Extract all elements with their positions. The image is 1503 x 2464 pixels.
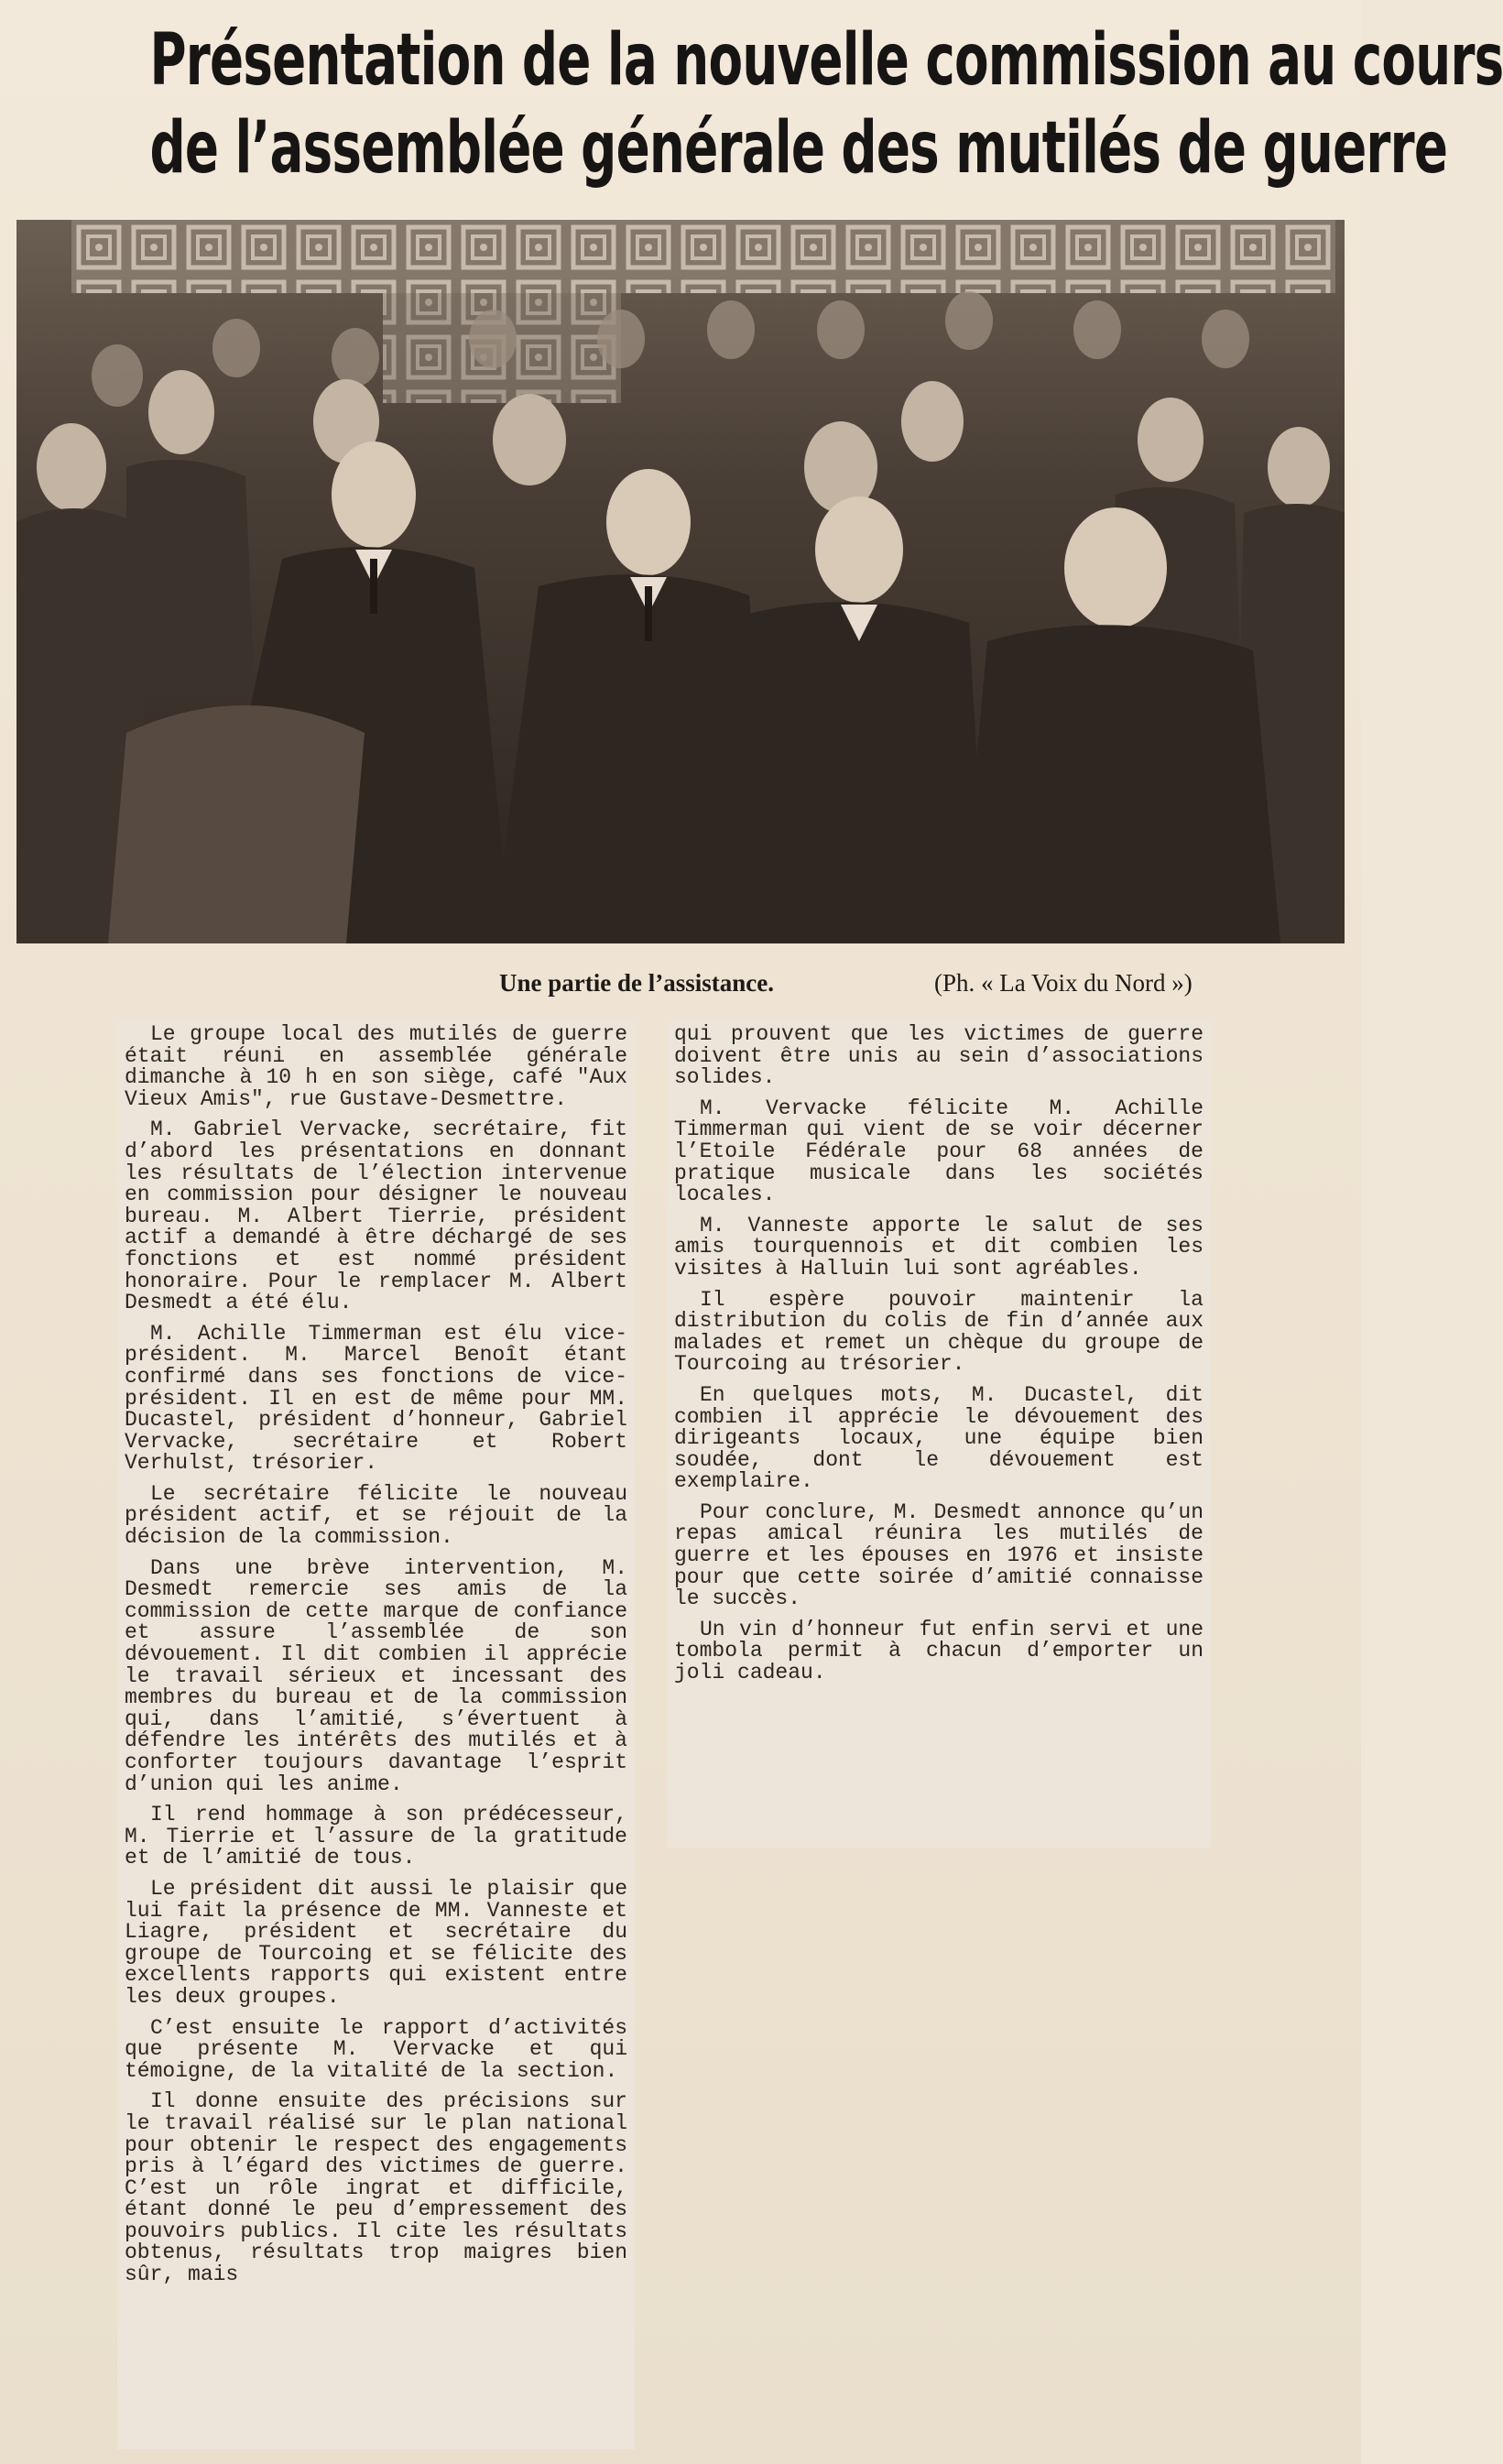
paragraph: C’est ensuite le rapport d’activités que présente M. Vervacke et qui témoigne, de la vitalité de la section. [125, 2015, 627, 2083]
paragraph: Dans une brève intervention, M. Desmedt remercie ses amis de la commission de cette marque de confiance et assure l’assemblée de son dévouement. Il dit combien il apprécie le travail sérieux et incessant des membres du bureau et de la commission qui, dans l’amitié, s’évertuent à défendre les intérêts des mutilés et à conforter toujours davantage l’esprit d’union qui les anime. [125, 1555, 627, 1796]
paragraph: En quelques mots, M. Ducastel, dit combien il apprécie le dévouement des dirigeants locaux, une équipe bien soudée, dont le dévouement est exemplaire. [674, 1382, 1203, 1494]
article-column-left [117, 1019, 635, 2449]
paragraph: Le groupe local des mutilés de guerre était réuni en assemblée générale dimanche à 10 h en son siège, café "Aux Vieux Amis", rue Gustave-Desmettre. [125, 1022, 627, 1111]
paragraph: Il rend hommage à son prédécesseur, M. Tierrie et l’assure de la gratitude et de l’amitié de tous. [125, 1803, 627, 1870]
photo-assemblee [16, 220, 1345, 943]
paragraph: M. Vanneste apporte le salut de ses amis tourquennois et dit combien les visites à Halluin lui sont agréables. [674, 1213, 1203, 1281]
paragraph: Un vin d’honneur fut enfin servi et une tombola permit à chacun d’emporter un joli cadeau. [674, 1617, 1203, 1685]
photo-image [16, 220, 1345, 943]
paragraph: M. Achille Timmerman est élu vice-président. M. Marcel Benoît étant confirmé dans ses fonctions de vice-président. Il en est de même pour MM. Ducastel, président d’honneur, Gabriel Vervacke, secrétaire et Robert Verhulst, trésorier. [125, 1321, 627, 1476]
headline-line-2: de l’assemblée générale des mutilés de guerre [149, 107, 1448, 190]
paragraph: Le président dit aussi le plaisir que lui fait la présence de MM. Vanneste et Liagre, président et secrétaire du groupe de Tourcoing et se félicite des excellents rapports qui existent entre les deux groupes. [125, 1876, 627, 2009]
paragraph: qui prouvent que les victimes de guerre doivent être unis au sein d’associations solides. [674, 1022, 1203, 1090]
paragraph: Il espère pouvoir maintenir la distribution du colis de fin d’année aux malades et remet un chèque du groupe de Tourcoing au trésorier. [674, 1287, 1203, 1377]
paragraph: Le secrétaire félicite le nouveau président actif, et se réjouit de la décision de la commission. [125, 1481, 627, 1550]
headline [0, 16, 1503, 192]
caption-text: Une partie de l’assistance. [499, 969, 774, 997]
paragraph: Pour conclure, M. Desmedt annonce qu’un repas amical réunira les mutilés de guerre et les épouses en 1976 et insiste pour que cette soirée d’amitié connaisse le succès. [674, 1499, 1203, 1611]
headline-line-1: Présentation de la nouvelle commission au cours [149, 19, 1503, 102]
paragraph: M. Vervacke félicite M. Achille Timmerman qui vient de se voir décerner l’Etoile Fédérale pour 68 années de pratique musicale dans les sociétés locales. [674, 1096, 1203, 1207]
article-column-right [667, 1019, 1211, 1848]
photo-caption [0, 969, 1361, 1006]
paragraph: M. Gabriel Vervacke, secrétaire, fit d’abord les présentations en donnant les résultats de l’élection intervenue en commission pour désigner le nouveau bureau. M. Albert Tierrie, président actif a demandé à être déchargé de ses fonctions et est nommé président honoraire. Pour le remplacer M. Albert Desmedt a été élu. [125, 1118, 627, 1315]
photo-credit: (Ph. « La Voix du Nord ») [934, 969, 1193, 997]
paragraph: Il donne ensuite des précisions sur le travail réalisé sur le plan national pour obtenir le respect des engagements pris à l’égard des victimes de guerre. C’est un rôle ingrat et difficile, étant donné le peu d’empressement des pouvoirs publics. Il cite les résultats obtenus, résultats trop maigres bien sûr, mais [125, 2089, 627, 2287]
